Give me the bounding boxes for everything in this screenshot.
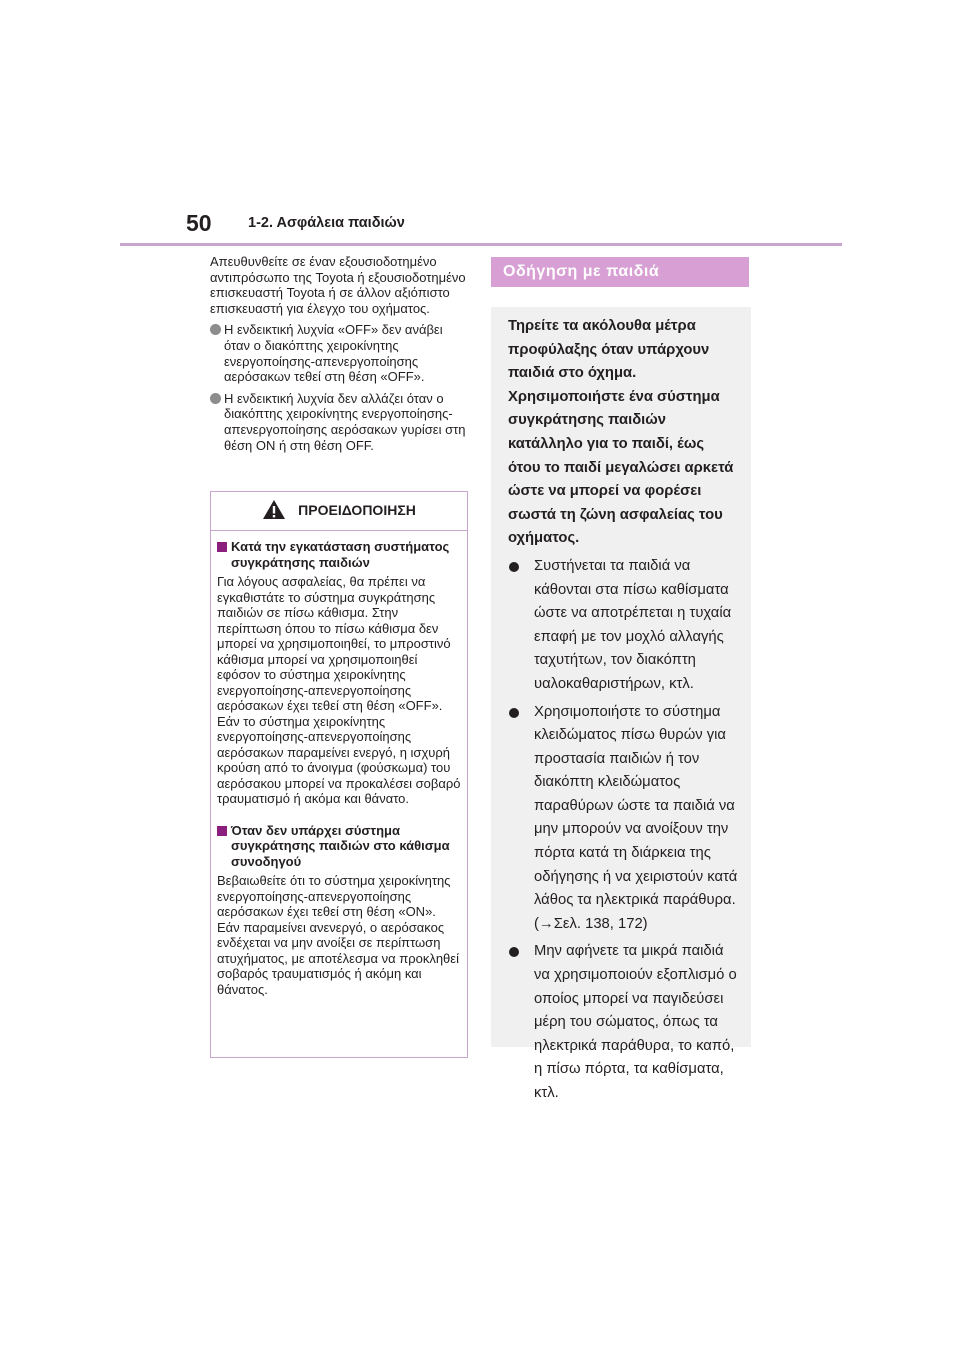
gray-dot-icon bbox=[210, 393, 221, 404]
black-dot-icon bbox=[509, 562, 519, 572]
warning-heading: Όταν δεν υπάρχει σύστημα συγκράτησης παιδιών στο κάθισμα συνοδηγού bbox=[217, 823, 461, 870]
section-title: 1-2. Ασφάλεια παιδιών bbox=[248, 215, 405, 231]
black-dot-icon bbox=[509, 947, 519, 957]
warning-text: Εάν το σύστημα χειροκίνητης ενεργοποίησης-απενεργοποίησης αερόσακων παραμείνει ενεργό, η ισχυρή κρούση από το άνοιγμα (φούσκωμα) του αερόσακου μπορεί να προκαλέσει σοβαρό τραυματισμό ή ακόμα και θάνατο. bbox=[217, 713, 461, 806]
intro-paragraph: Απευθυνθείτε σε έναν εξουσιοδοτημένο αντιπρόσωπο της Toyota ή εξουσιοδοτημένο επισκευαστή Toyota ή σε άλλον αξιόπιστο επισκευαστή για έλεγχο του οχήματος. bbox=[210, 254, 466, 316]
list-item-text: Η ενδεικτική λυχνία «OFF» δεν ανάβει όταν ο διακόπτης χειροκίνητης ενεργοποίησης-απενεργοποίησης αερόσακων τεθεί στη θέση «OFF». bbox=[224, 322, 443, 385]
warning-text: Εάν παραμείνει ανενεργό, ο αερόσακος ενδέχεται να μην ανοίξει σε περίπτωση ατυχήματος, με αποτέλεσμα να προκληθεί σοβαρός τραυματισμός ή ακόμη και θάνατος. bbox=[217, 919, 459, 997]
black-dot-icon bbox=[509, 708, 519, 718]
warning-triangle-icon bbox=[262, 499, 286, 524]
list-item bbox=[210, 391, 472, 453]
list-item-text: Συστήνεται τα παιδιά να κάθονται στα πίσω καθίσματα ώστε να αποτρέπεται η τυχαία επαφή με τον μοχλό αλλαγής ταχυτήτων, τον διακόπτη υαλοκαθαριστήρων, κτλ. bbox=[534, 557, 732, 692]
info-box bbox=[491, 307, 751, 1101]
list-item-text: Χρησιμοποιήστε το σύστημα κλειδώματος πίσω θυρών για προστασία παιδιών ή τον διακόπτη κλειδώματος παραθύρων ώστε τα παιδιά να μην μπορούν να ανοίξουν την πόρτα κατά τη διάρκεια της οδήγησης ή να χειριστούν κατά λάθος τα ηλεκτρικά παράθυρα. (→Σελ. 138, 172) bbox=[534, 703, 738, 932]
info-intro: Τηρείτε τα ακόλουθα μέτρα προφύλαξης όταν υπάρχουν παιδιά στο όχημα. Χρησιμοποιήστε ένα σύστημα συγκράτησης παιδιών κατάλληλο για το παιδί, έως ότου το παιδί μεγαλώσει αρκετά ώστε να μπορεί να φορέσει σωστά τη ζώνη ασφαλείας του οχήματος. bbox=[508, 318, 734, 547]
header-rule bbox=[120, 243, 842, 246]
warning-title: ΠΡΟΕΙΔΟΠΟΙΗΣΗ bbox=[298, 502, 416, 519]
list-item-text: Η ενδεικτική λυχνία δεν αλλάζει όταν ο διακόπτης χειροκίνητης ενεργοποίησης-απενεργοποίησης αερόσακων γυρίσει στη θέση ON ή στη θέση OFF. bbox=[224, 390, 466, 453]
list-item bbox=[508, 940, 739, 1105]
list-item bbox=[210, 322, 472, 384]
left-column bbox=[210, 254, 472, 459]
section-bar: Οδήγηση με παιδιά bbox=[491, 257, 749, 287]
list-item-text: Μην αφήνετε τα μικρά παιδιά να χρησιμοποιούν εξοπλισμό ο οποίος μπορεί να παγιδεύσει μέρη του σώματος, όπως τα ηλεκτρικά παράθυρα, το καπό, η πίσω πόρτα, τα καθίσματα, κτλ. bbox=[534, 943, 737, 1101]
spacer bbox=[217, 807, 461, 823]
square-bullet-icon bbox=[217, 542, 227, 552]
list-item bbox=[508, 555, 739, 697]
warning-text: Για λόγους ασφαλείας, θα πρέπει να εγκαθιστάτε το σύστημα συγκράτησης παιδιών σε πίσω κάθισμα. Στην περίπτωση όπου το πίσω κάθισμα δεν μπορεί να χρησιμοποιηθεί, το μπροστινό κάθισμα μπορεί να χρησιμοποιηθεί εφόσον το σύστημα χειροκίνητης ενεργοποίησης-απενεργοποίησης αερόσακων έχει τεθεί στη θέση «OFF». bbox=[217, 574, 451, 713]
page-number: 50 bbox=[186, 210, 212, 236]
warning-header bbox=[211, 492, 467, 531]
list-item bbox=[508, 701, 739, 937]
warning-box bbox=[210, 491, 468, 1058]
gray-dot-icon bbox=[210, 324, 221, 335]
warning-body bbox=[211, 531, 467, 997]
warning-heading: Κατά την εγκατάσταση συστήματος συγκράτησης παιδιών bbox=[217, 539, 461, 570]
square-bullet-icon bbox=[217, 826, 227, 836]
warning-text: Βεβαιωθείτε ότι το σύστημα χειροκίνητης ενεργοποίησης-απενεργοποίησης αερόσακων έχει τεθεί στη θέση «ON». bbox=[217, 873, 451, 919]
